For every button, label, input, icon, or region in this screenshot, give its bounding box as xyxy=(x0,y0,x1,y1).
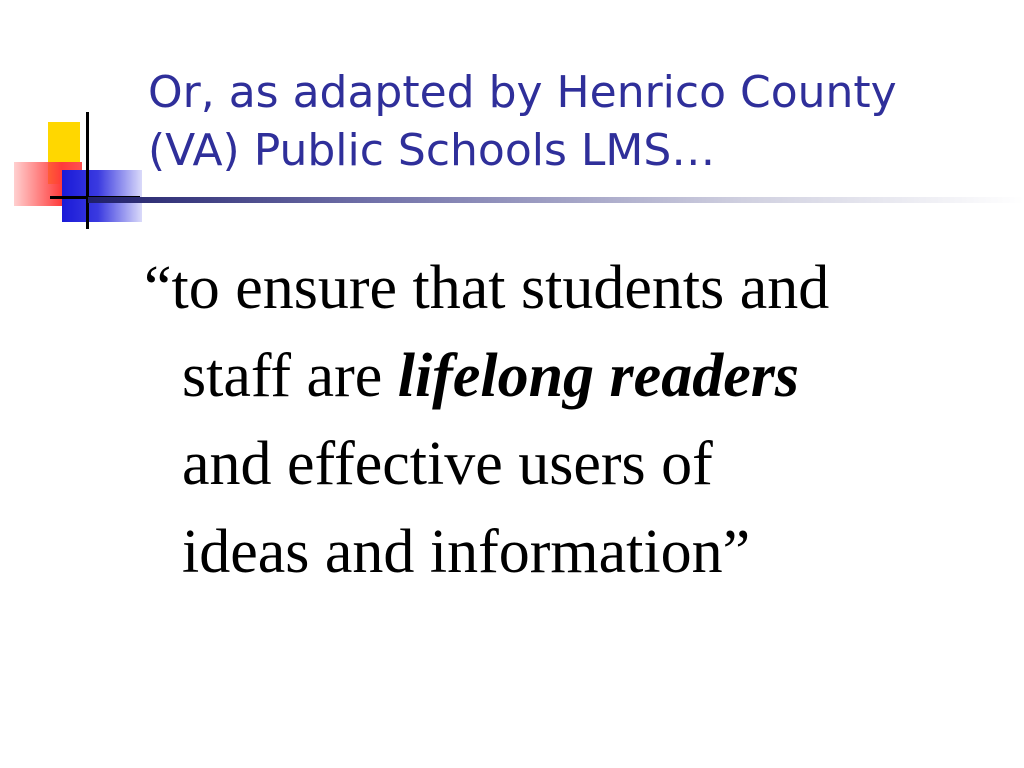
quote-text xyxy=(144,244,1004,596)
title-underline xyxy=(88,197,1024,203)
quote-line-4: ideas and information” xyxy=(182,518,751,586)
quote-emphasis: lifelong readers xyxy=(397,342,799,410)
quote-line-1: “to ensure that students and xyxy=(144,254,830,322)
decorative-logo xyxy=(0,100,150,240)
vertical-line xyxy=(86,112,89,229)
slide-title xyxy=(148,64,1008,180)
quote-line-3: and effective users of xyxy=(182,430,713,498)
quote-line-2-prefix: staff are xyxy=(182,342,398,410)
title-line-2: (VA) Public Schools LMS… xyxy=(148,125,716,176)
quote-line-2 xyxy=(144,332,1004,420)
title-line-1: Or, as adapted by Henrico County xyxy=(148,67,897,118)
